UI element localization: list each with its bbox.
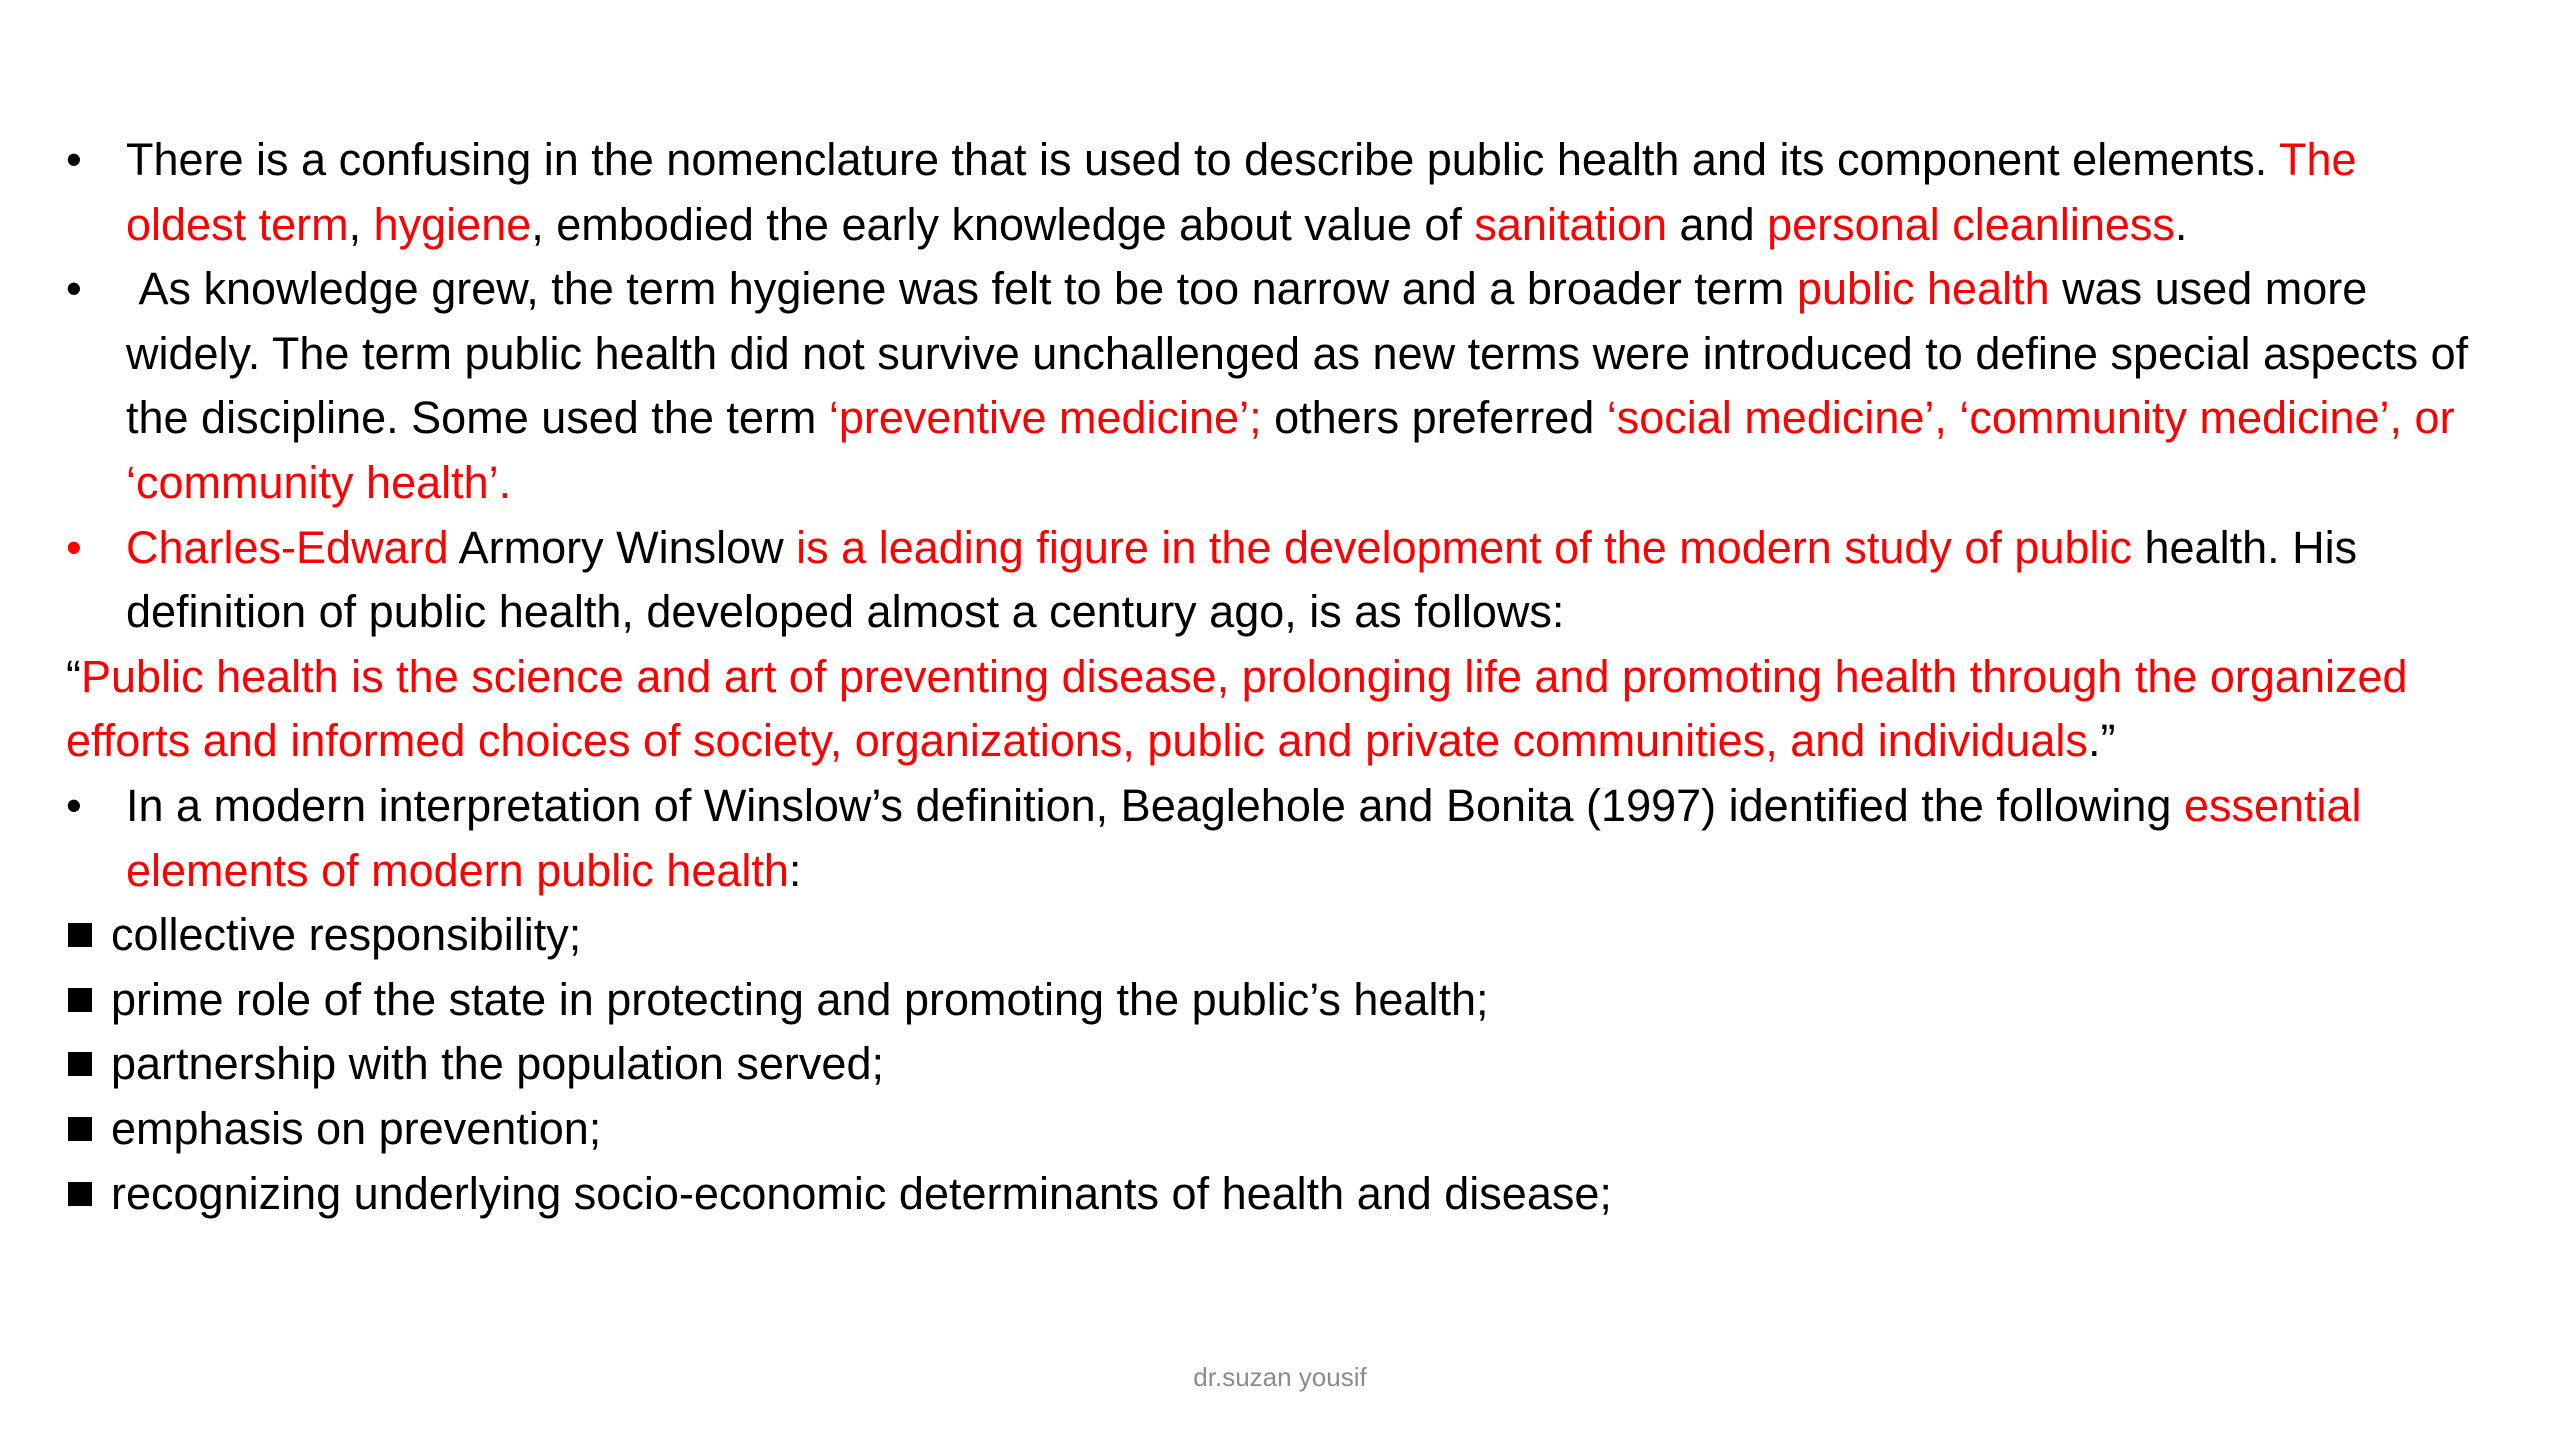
- bullet-text: [126, 780, 2362, 896]
- text-segment: , embodied the early knowledge about value of: [531, 198, 1475, 250]
- square-bullet-icon: [68, 968, 92, 1033]
- element-item: [66, 968, 2486, 1033]
- bullet-nomenclature: [66, 128, 2486, 257]
- square-bullet-icon: [68, 1097, 92, 1162]
- bullet-marker: •: [66, 779, 82, 831]
- highlight-sanitation: sanitation: [1474, 198, 1668, 250]
- element-item: [66, 1162, 2486, 1227]
- text-segment: was used more widely. The term public health did not survive unchallenged as new terms were introduced to define special aspects of the discipline. Some used the term: [126, 263, 2469, 444]
- highlight-personal-cleanliness: personal cleanliness: [1767, 198, 2175, 250]
- bullet-marker: •: [66, 263, 82, 315]
- bullet-marker: •: [66, 134, 82, 185]
- text-segment: Armory Winslow: [448, 521, 797, 573]
- quote-body: Public health is the science and art of preventing disease, prolonging life and promoting health through the organized efforts and informed choices of society, organizations, public and private communities, and individuals: [66, 650, 2408, 767]
- text-segment: health. His definition of public health, developed almost a century ago, is as follows:: [126, 521, 2358, 638]
- element-item: [66, 1032, 2486, 1097]
- text-segment: As knowledge grew, the term hygiene was felt to be too narrow and a broader term: [126, 263, 1797, 315]
- highlight-charles-edward: Charles-Edward: [126, 521, 449, 573]
- element-item: [66, 1097, 2486, 1162]
- bullet-marker: •: [66, 521, 82, 573]
- element-text: recognizing underlying socio-economic determinants of health and disease;: [111, 1167, 1612, 1219]
- element-text: collective responsibility;: [111, 909, 582, 961]
- square-bullet-icon: [68, 903, 92, 968]
- element-item: [66, 903, 2486, 968]
- footer-author: dr.suzan yousif: [1193, 1362, 1367, 1392]
- slide-content: [66, 128, 2486, 1226]
- text-segment: and: [1667, 198, 1768, 250]
- text-segment: ,: [348, 198, 374, 250]
- text-segment: In a modern interpretation of Winslow’s definition, Beaglehole and Bonita (1997) identified the following: [126, 779, 2184, 831]
- element-text: partnership with the population served;: [111, 1038, 884, 1090]
- text-segment: .: [2174, 198, 2188, 250]
- winslow-definition-quote: [66, 645, 2486, 774]
- text-segment: There is a confusing in the nomenclature that is used to describe public health and its component elements.: [126, 134, 2279, 185]
- highlight-public-health: public health: [1796, 263, 2050, 315]
- text-segment: :: [788, 844, 802, 896]
- square-bullet-icon: [68, 1162, 92, 1227]
- highlight-essential-elements: essential elements of modern public health: [126, 779, 2362, 896]
- element-text: emphasis on prevention;: [111, 1102, 602, 1154]
- element-text: prime role of the state in protecting and promoting the public’s health;: [111, 973, 1489, 1025]
- highlight-medicine-terms: ‘social medicine’, ‘community medicine’, or ‘community health’.: [126, 392, 2455, 508]
- bullet-text: [126, 522, 2357, 638]
- bullet-winslow: [66, 516, 2486, 645]
- bullet-text: [126, 134, 2357, 250]
- bullet-text: [126, 263, 2468, 508]
- bullet-beaglehole-bonita: [66, 774, 2486, 903]
- square-bullet-icon: [68, 1032, 92, 1097]
- bullet-public-health-term: [66, 257, 2486, 515]
- highlight-oldest-term: The oldest term: [126, 134, 2357, 250]
- quote-open-mark: “: [66, 650, 81, 702]
- highlight-hygiene: hygiene: [373, 198, 532, 250]
- quote-close-mark: .”: [2087, 715, 2116, 767]
- highlight-preventive-medicine: ‘preventive medicine’;: [828, 392, 1262, 444]
- text-segment: others preferred: [1261, 392, 1607, 444]
- highlight-leading-figure: is a leading figure in the development of the modern study of public: [796, 521, 2132, 573]
